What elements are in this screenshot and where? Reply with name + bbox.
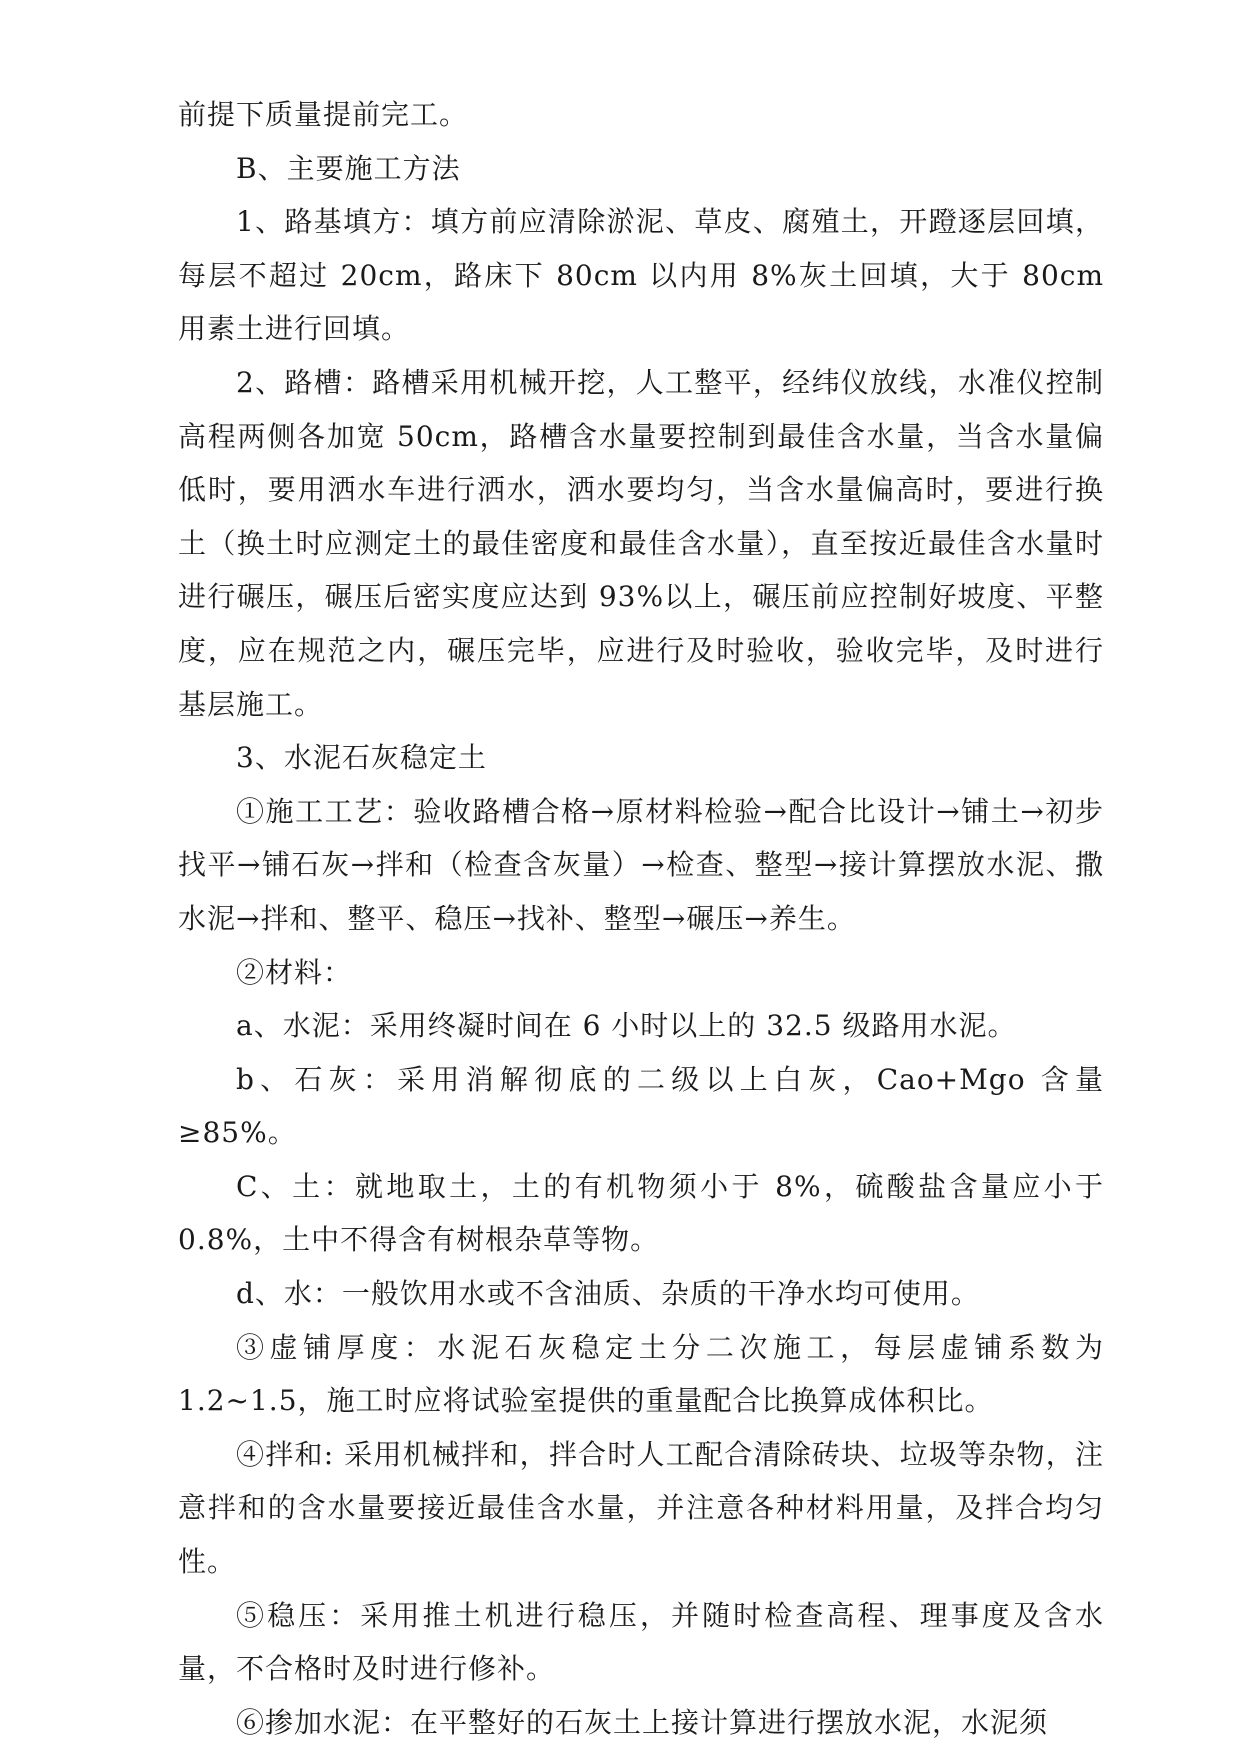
- paragraph: ③虚铺厚度：水泥石灰稳定土分二次施工，每层虚铺系数为 1.2~1.5，施工时应将试验室提供的重量配合比换算成体积比。: [178, 1330, 1104, 1418]
- section-heading: B、主要施工方法: [236, 151, 461, 185]
- paragraph: ④拌和: 采用机械拌和，拌合时人工配合清除砖块、垃圾等杂物，注意拌和的含水量要接近最佳含水量，并注意各种材料用量，及拌合均匀性。: [178, 1437, 1104, 1579]
- list-item: b、石灰：采用消解彻底的二级以上白灰，Cao+Mgo 含量≥85%。: [178, 1062, 1104, 1150]
- list-item: C、土：就地取土，土的有机物须小于 8%，硫酸盐含量应小于 0.8%，土中不得含有树根杂草等物。: [178, 1169, 1104, 1257]
- paragraph: ①施工工艺：验收路槽合格→原材料检验→配合比设计→铺土→初步找平→铺石灰→拌和（检查含灰量）→检查、整型→接计算摆放水泥、撒水泥→拌和、整平、稳压→找补、整型→碾压→养生。: [178, 794, 1104, 935]
- paragraph: ⑤稳压：采用推土机进行稳压，并随时检查高程、理事度及含水量，不合格时及时进行修补。: [178, 1598, 1104, 1686]
- document-body: [178, 88, 1104, 1749]
- paragraph: ②材料：: [236, 955, 353, 989]
- paragraph: 2、路槽：路槽采用机械开挖，人工整平，经纬仪放线，水准仪控制高程两侧各加宽 50cm，路槽含水量要控制到最佳含水量，当含水量偏低时，要用洒水车进行洒水，洒水要均匀，当含水量偏高时，要进行换土（换土时应测定土的最佳密度和最佳含水量），直至按近最佳含水量时进行碾压，碾压后密实度应达到 93%以上，碾压前应控制好坡度、平整度，应在规范之内，碾压完毕，应进行及时验收，验收完毕，及时进行基层施工。: [178, 365, 1104, 721]
- paragraph: 1、路基填方：填方前应清除淤泥、草皮、腐殖土，开蹬逐层回填，每层不超过 20cm，路床下 80cm 以内用 8%灰土回填，大于 80cm 用素土进行回填。: [178, 205, 1104, 346]
- paragraph: ⑥掺加水泥：在平整好的石灰土上接计算进行摆放水泥，水泥须: [236, 1705, 1049, 1739]
- paragraph: 前提下质量提前完工。: [178, 98, 469, 131]
- list-item: a、水泥：采用终凝时间在 6 小时以上的 32.5 级路用水泥。: [236, 1009, 1017, 1043]
- subsection-heading: 3、水泥石灰稳定土: [236, 741, 487, 775]
- list-item: d、水：一般饮用水或不含油质、杂质的干净水均可使用。: [236, 1277, 980, 1311]
